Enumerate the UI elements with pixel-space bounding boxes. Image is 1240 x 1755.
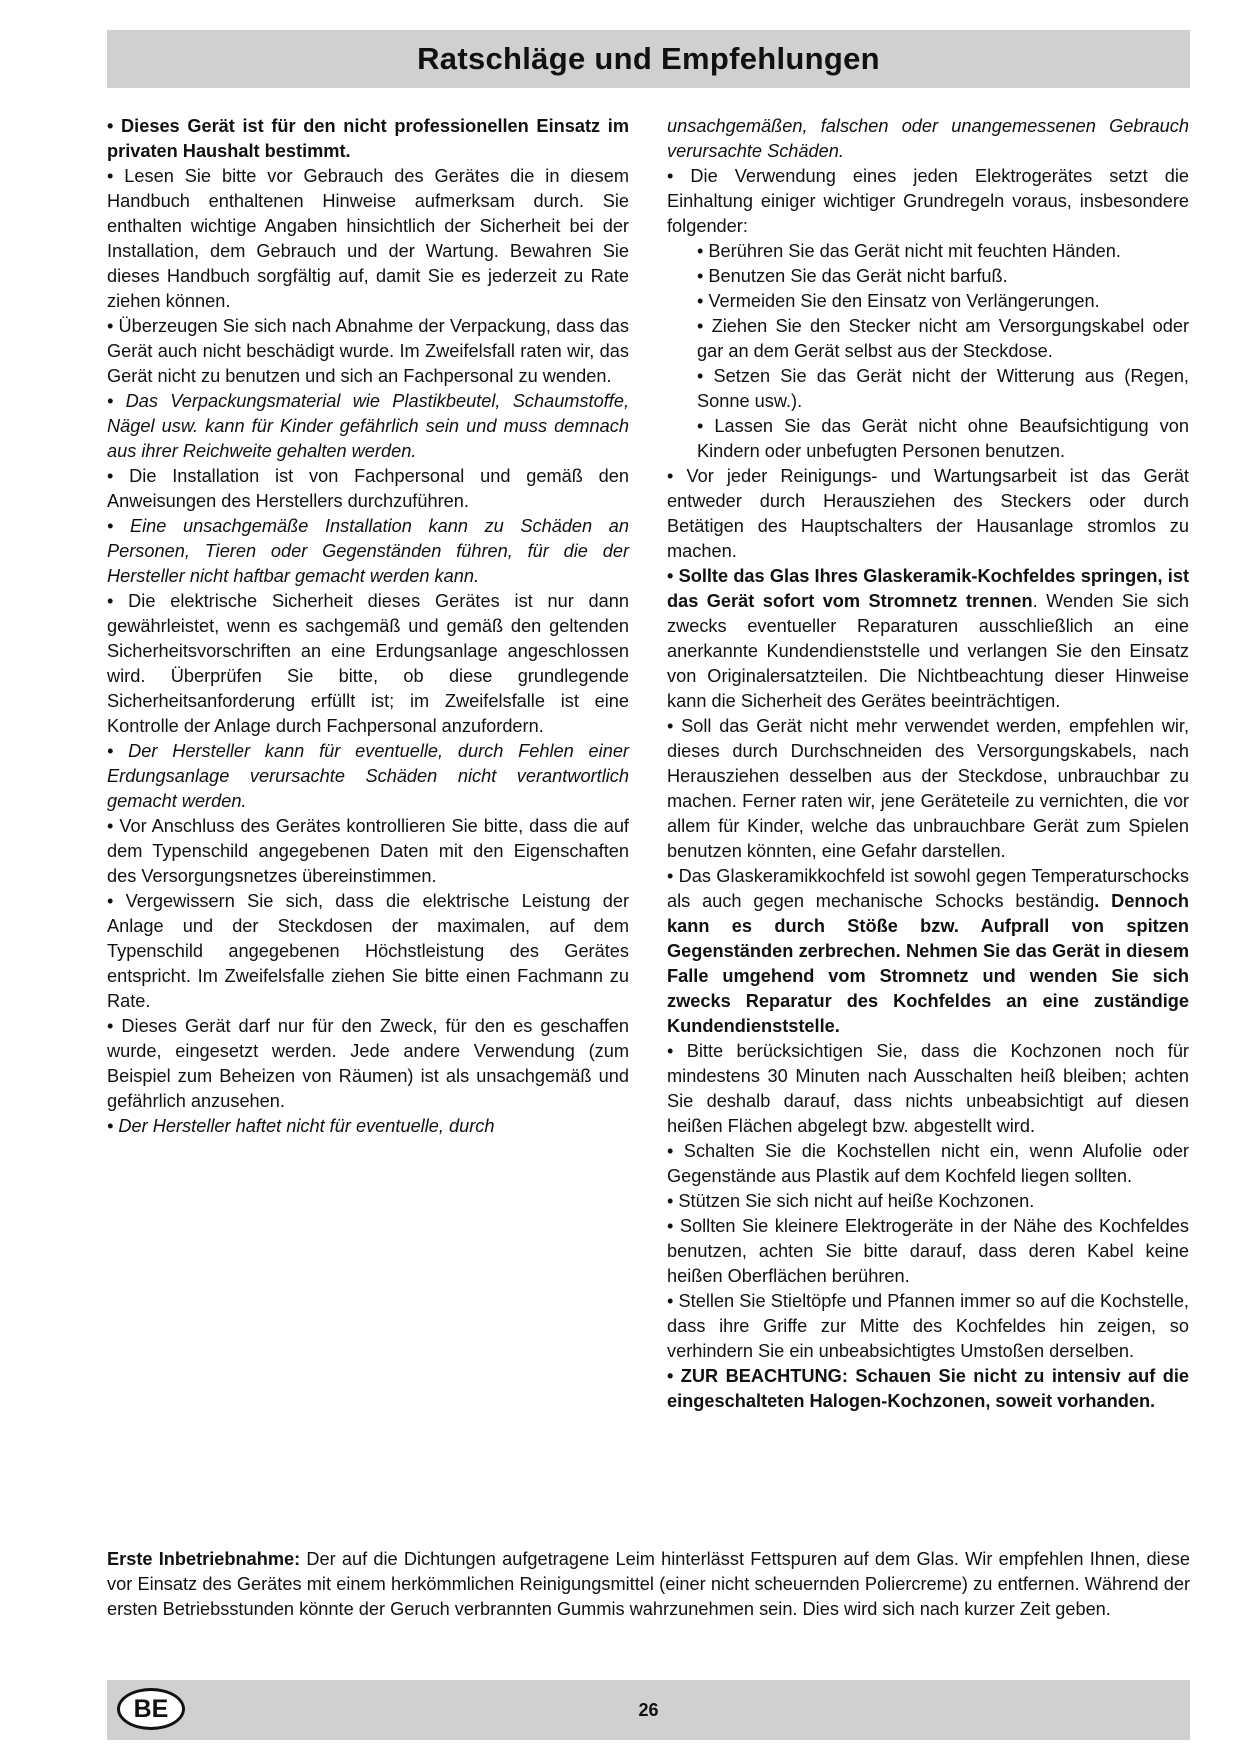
right-paragraph-7: • Bitte berücksichtigen Sie, dass die Kochzonen noch für mindestens 30 Minuten nach Ausschalten heiß bleiben; achten Sie deshalb darauf, dass nichts unbeabsichtigt auf diesen heißen Flächen abgelegt bzw. abgestellt wird. xyxy=(667,1041,1189,1136)
right-column xyxy=(667,114,1189,1414)
left-paragraph-9: • Vor Anschluss des Gerätes kontrollieren Sie bitte, dass die auf dem Typenschild angegebenen Daten mit den Eigenschaften des Versorgungsnetzes übereinstimmen. xyxy=(107,816,629,886)
page-title: Ratschläge und Empfehlungen xyxy=(417,41,880,76)
left-paragraph-2: • Lesen Sie bitte vor Gebrauch des Gerätes die in diesem Handbuch enthaltenen Hinweise aufmerksam durch. Sie enthalten wichtige Angaben hinsichtlich der Sicherheit bei der Installation, dem Gebrauch und der Wartung. Bewahren Sie dieses Handbuch sorgfältig auf, damit Sie es jederzeit zu Rate ziehen können. xyxy=(107,166,629,311)
right-paragraph-1: unsachgemäßen, falschen oder unangemessenen Gebrauch verursachte Schäden. xyxy=(667,116,1189,161)
left-paragraph-10: • Vergewissern Sie sich, dass die elektrische Leistung der Anlage und der Steckdosen der maximalen, auf dem Typenschild angegebenen Höchstleistung des Gerätes entspricht. Im Zweifelsfalle ziehen Sie bitte einen Fachmann zu Rate. xyxy=(107,891,629,1011)
right-paragraph-4-bold: • Sollte das Glas Ihres Glaskeramik-Kochfeldes springen, ist das Gerät sofort vom Stromnetz trennen xyxy=(667,566,1189,611)
header-band xyxy=(107,30,1190,88)
right-paragraph-11: • Stellen Sie Stieltöpfe und Pfannen immer so auf die Kochstelle, dass ihre Griffe zur Mitte des Kochfeldes hin zeigen, so verhindern Sie ein unbeabsichtigtes Umstoßen derselben. xyxy=(667,1291,1189,1361)
right-paragraph-9: • Stützen Sie sich nicht auf heiße Kochzonen. xyxy=(667,1191,1035,1211)
first-use-label: Erste Inbetriebnahme: xyxy=(107,1549,301,1569)
right-paragraph-6 xyxy=(667,864,1189,1039)
footer-band xyxy=(107,1680,1190,1740)
left-paragraph-8: • Der Hersteller kann für eventuelle, durch Fehlen einer Erdungsanlage verursachte Schäden nicht verantwortlich gemacht werden. xyxy=(107,741,629,811)
right-paragraph-6-normal: • Das Glaskeramikkochfeld ist sowohl gegen Temperaturschocks als auch gegen mechanische Schocks beständig xyxy=(667,866,1189,911)
page-number: 26 xyxy=(638,1700,659,1720)
left-column xyxy=(107,114,629,1139)
be-logo-text: BE xyxy=(133,1694,169,1723)
right-paragraph-4 xyxy=(667,564,1189,714)
right-paragraph-12: • ZUR BEACHTUNG: Schauen Sie nicht zu intensiv auf die eingeschalteten Halogen-Kochzonen, soweit vorhanden. xyxy=(667,1366,1189,1411)
right-subitem-5: • Setzen Sie das Gerät nicht der Witterung aus (Regen, Sonne usw.). xyxy=(697,366,1189,411)
right-subitem-2: • Benutzen Sie das Gerät nicht barfuß. xyxy=(697,266,1008,286)
right-paragraph-8: • Schalten Sie die Kochstellen nicht ein, wenn Alufolie oder Gegenstände aus Plastik auf dem Kochfeld liegen sollten. xyxy=(667,1141,1189,1186)
right-paragraph-5: • Soll das Gerät nicht mehr verwendet werden, empfehlen wir, dieses durch Durchschneiden des Versorgungskabels, nach Herausziehen desselben aus der Steckdose, unbrauchbar zu machen. Ferner raten wir, jene Geräteteile zu vernichten, die vor allem für Kinder, welche das unbrauchbare Gerät zum Spielen benutzen könnten, eine Gefahr darstellen. xyxy=(667,716,1189,861)
right-paragraph-3: • Vor jeder Reinigungs- und Wartungsarbeit ist das Gerät entweder durch Herausziehen des Steckers oder durch Betätigen des Hauptschalters der Hausanlage stromlos zu machen. xyxy=(667,466,1189,561)
right-subitem-3: • Vermeiden Sie den Einsatz von Verlängerungen. xyxy=(697,291,1100,311)
be-country-logo xyxy=(117,1688,185,1730)
left-paragraph-11: • Dieses Gerät darf nur für den Zweck, für den es geschaffen wurde, eingesetzt werden. Jede andere Verwendung (zum Beispiel zum Beheizen von Räumen) ist als unsachgemäß und gefährlich anzusehen. xyxy=(107,1016,629,1111)
left-paragraph-6: • Eine unsachgemäße Installation kann zu Schäden an Personen, Tieren oder Gegenständen führen, für die der Hersteller nicht haftbar gemacht werden kann. xyxy=(107,516,629,586)
left-paragraph-5: • Die Installation ist von Fachpersonal und gemäß den Anweisungen des Herstellers durchzuführen. xyxy=(107,466,629,511)
left-paragraph-7: • Die elektrische Sicherheit dieses Gerätes ist nur dann gewährleistet, wenn es sachgemäß und gemäß den geltenden Sicherheitsvorschriften an eine Erdungsanlage angeschlossen wird. Überprüfen Sie bitte, ob diese grundlegende Sicherheitsanforderung erfüllt ist; im Zweifelsfalle ist eine Kontrolle der Anlage durch Fachpersonal anzufordern. xyxy=(107,591,629,736)
right-paragraph-4-rest: . Wenden Sie sich zwecks eventueller Reparaturen ausschließlich an eine anerkannte Kundendienststelle und verlangen Sie den Einsatz von Originalersatzteilen. Die Nichtbeachtung dieser Hinweise kann die Sicherheit des Gerätes beeinträchtigen. xyxy=(667,591,1189,711)
right-subitem-4: • Ziehen Sie den Stecker nicht am Versorgungskabel oder gar an dem Gerät selbst aus der Steckdose. xyxy=(697,316,1189,361)
first-use-note xyxy=(107,1547,1190,1622)
left-paragraph-3: • Überzeugen Sie sich nach Abnahme der Verpackung, dass das Gerät auch nicht beschädigt wurde. Im Zweifelsfall raten wir, das Gerät nicht zu benutzen und sich an Fachpersonal zu wenden. xyxy=(107,316,629,386)
left-paragraph-12: • Der Hersteller haftet nicht für eventuelle, durch xyxy=(107,1116,495,1136)
right-subitem-6: • Lassen Sie das Gerät nicht ohne Beaufsichtigung von Kindern oder unbefugten Personen benutzen. xyxy=(697,416,1189,461)
right-subitem-1: • Berühren Sie das Gerät nicht mit feuchten Händen. xyxy=(697,241,1121,261)
left-paragraph-4: • Das Verpackungsmaterial wie Plastikbeutel, Schaumstoffe, Nägel usw. kann für Kinder gefährlich sein und muss demnach aus ihrer Reichweite gehalten werden. xyxy=(107,391,629,461)
right-paragraph-10: • Sollten Sie kleinere Elektrogeräte in der Nähe des Kochfeldes benutzen, achten Sie bitte darauf, dass deren Kabel keine heißen Oberflächen berühren. xyxy=(667,1216,1189,1286)
right-paragraph-2: • Die Verwendung eines jeden Elektrogerätes setzt die Einhaltung einiger wichtiger Grundregeln voraus, insbesondere folgender: xyxy=(667,166,1189,236)
first-use-text: Der auf die Dichtungen aufgetragene Leim hinterlässt Fettspuren auf dem Glas. Wir empfehlen Ihnen, diese vor Einsatz des Gerätes mit einem herkömmlichen Reinigungsmittel (einer nicht scheuernden Poliercreme) zu entfernen. Während der ersten Betriebsstunden könnte der Geruch verbrannten Gummis wahrzunehmen sein. Dies wird sich nach kurzer Zeit geben. xyxy=(107,1549,1190,1619)
left-paragraph-1: • Dieses Gerät ist für den nicht professionellen Einsatz im privaten Haushalt bestimmt. xyxy=(107,116,629,161)
right-paragraph-6-bold: . Dennoch kann es durch Stöße bzw. Aufprall von spitzen Gegenständen zerbrechen. Nehmen Sie das Gerät in diesem Falle umgehend vom Stromnetz und wenden Sie sich zwecks Reparatur des Kochfeldes an eine zuständige Kundendienststelle. xyxy=(667,891,1189,1036)
